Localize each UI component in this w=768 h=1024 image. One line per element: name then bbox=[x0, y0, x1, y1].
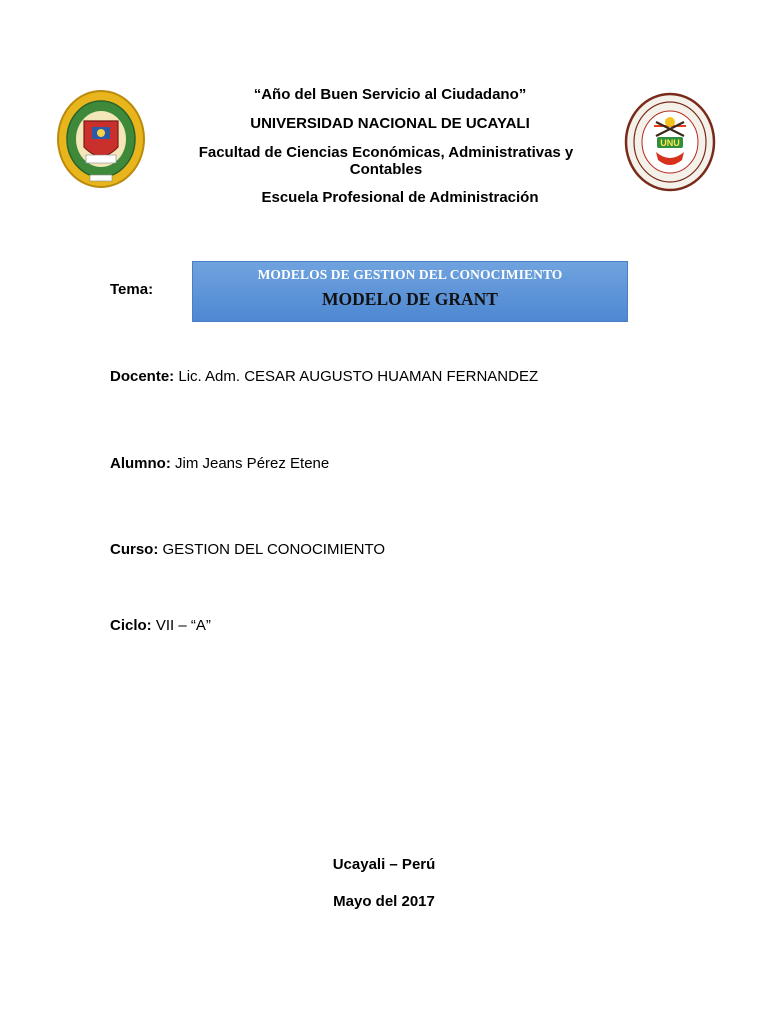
curso-value: GESTION DEL CONOCIMIENTO bbox=[158, 541, 386, 558]
ciclo-value: VII – “A” bbox=[151, 617, 211, 634]
unu-university-seal-logo bbox=[624, 92, 716, 192]
svg-text:UNU: UNU bbox=[660, 138, 680, 148]
docente-label: Docente: bbox=[110, 368, 175, 385]
school-name: Escuela Profesional de Administración bbox=[261, 189, 539, 206]
docente-field bbox=[110, 368, 538, 385]
tema-title-box bbox=[192, 261, 628, 322]
docente-value: Lic. Adm. CESAR AUGUSTO HUAMAN FERNANDEZ bbox=[174, 368, 539, 385]
alumno-field bbox=[110, 455, 329, 472]
alumno-label: Alumno: bbox=[110, 455, 171, 472]
university-name: UNIVERSIDAD NACIONAL DE UCAYALI bbox=[250, 115, 530, 132]
ciclo-label: Ciclo: bbox=[110, 617, 152, 634]
curso-label: Curso: bbox=[110, 541, 159, 558]
place-text: Ucayali – Perú bbox=[332, 856, 436, 873]
faculty-seal-logo bbox=[56, 89, 146, 189]
tema-subtitle: MODELOS DE GESTION DEL CONOCIMIENTO bbox=[257, 267, 563, 282]
date-text: Mayo del 2017 bbox=[333, 893, 435, 910]
tema-title: MODELO DE GRANT bbox=[322, 289, 498, 309]
tema-label: Tema: bbox=[110, 281, 154, 298]
ciclo-field bbox=[110, 617, 211, 634]
year-motto: “Año del Buen Servicio al Ciudadano” bbox=[253, 86, 527, 103]
alumno-value: Jim Jeans Pérez Etene bbox=[170, 455, 330, 472]
curso-field bbox=[110, 541, 385, 558]
faculty-name: Facultad de Ciencias Económicas, Administrativas y Contables bbox=[198, 144, 574, 178]
